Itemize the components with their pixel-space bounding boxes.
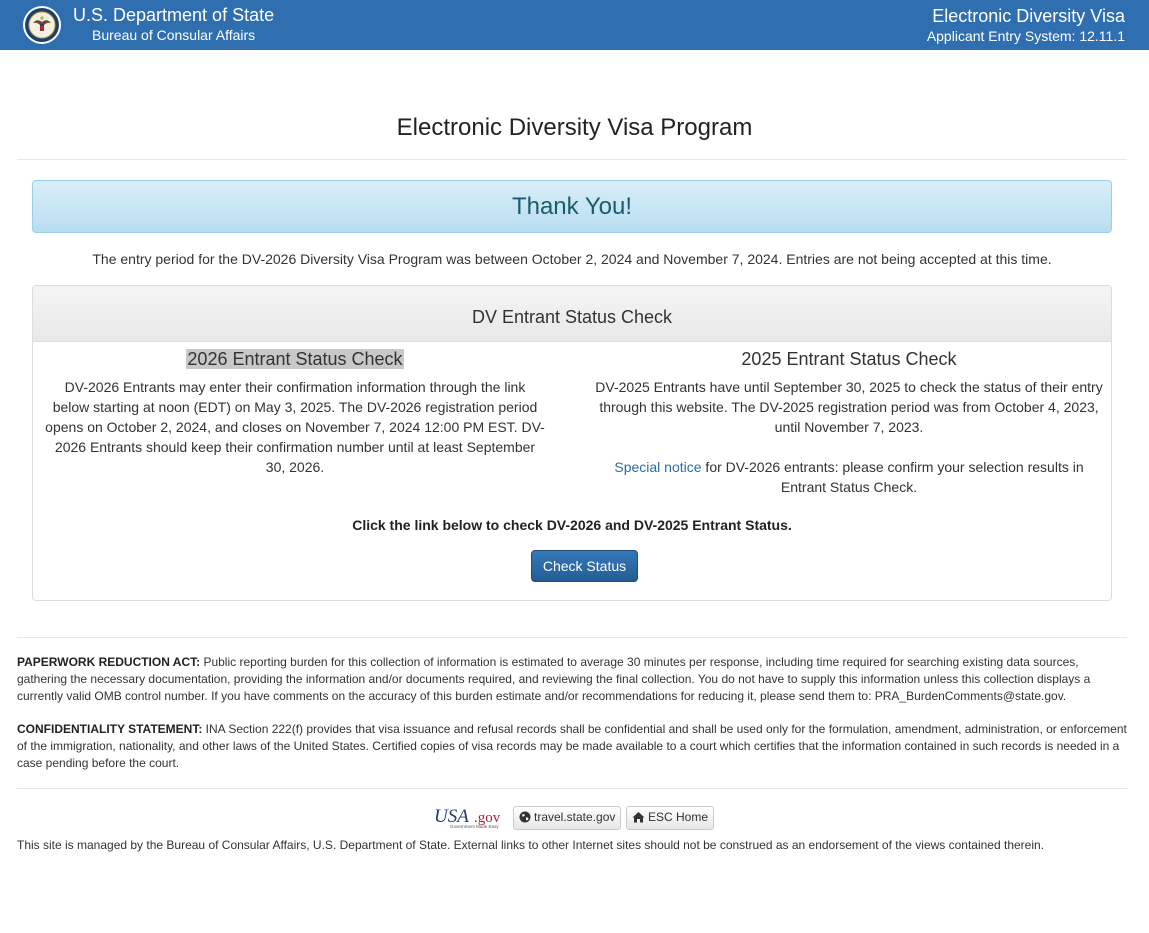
svg-text:.gov: .gov	[474, 810, 501, 826]
footer-links	[0, 805, 1149, 829]
status-check-panel	[32, 285, 1112, 601]
dv2025-column	[587, 348, 1111, 497]
bureau-subtitle: Bureau of Consular Affairs	[92, 27, 256, 43]
special-notice-text: for DV-2026 entrants: please confirm your selection results in Entrant Status Check.	[701, 459, 1084, 495]
entry-period-notice: The entry period for the DV-2026 Diversity Visa Program was between October 2, 2024 and November 7, 2024. Entries are not being accepted at this time.	[92, 251, 1052, 267]
dv2025-heading: 2025 Entrant Status Check	[741, 349, 957, 369]
panel-heading: DV Entrant Status Check	[33, 286, 1111, 342]
check-status-button[interactable]: Check Status	[531, 550, 638, 582]
paperwork-reduction-act	[17, 654, 1127, 705]
header-bar	[0, 0, 1149, 50]
confidentiality-title: CONFIDENTIALITY STATEMENT:	[17, 722, 203, 736]
svg-text:USA: USA	[434, 806, 469, 827]
title-divider	[17, 159, 1127, 160]
state-department-seal-icon	[22, 5, 62, 45]
legal-divider	[17, 637, 1127, 638]
usagov-logo-icon[interactable]	[432, 805, 508, 829]
esc-home-label: ESC Home	[648, 810, 709, 824]
svg-text:Government Made Easy: Government Made Easy	[450, 824, 499, 829]
app-title: Electronic Diversity Visa	[932, 6, 1125, 26]
travel-state-gov-label: travel.state.gov	[534, 810, 616, 824]
department-title: U.S. Department of State	[73, 5, 275, 25]
check-status-instruction: Click the link below to check DV-2026 and DV-2025 Entrant Status.	[352, 517, 792, 533]
paperwork-title: PAPERWORK REDUCTION ACT:	[17, 655, 201, 669]
globe-icon	[519, 811, 531, 823]
dv2025-description: DV-2025 Entrants have until September 30, 2025 to check the status of their entry through this website. The DV-2025 registration period was from October 4, 2023, until November 7, 2023.	[595, 379, 1103, 435]
esc-home-link[interactable]	[626, 806, 714, 830]
site-managed-notice: This site is managed by the Bureau of Consular Affairs, U.S. Department of State. External links to other Internet sites should not be construed as an endorsement of the views contained therein.	[17, 838, 1045, 852]
paperwork-text: Public reporting burden for this collection of information is estimated to average 30 minutes per response, including time required for searching existing data sources, gathering the necessary documentation, providing the information and/or documents required, and reviewing the final collection. You do not have to supply this information unless this collection displays a currently valid OMB control number. If you have comments on the accuracy of this burden estimate and/or recommendations for reducing it, please send them to: PRA_BurdenComments@state.gov.	[17, 655, 1091, 703]
dv2026-column	[33, 348, 557, 477]
home-icon	[632, 811, 645, 823]
special-notice	[587, 457, 1111, 497]
confidentiality-text: INA Section 222(f) provides that visa issuance and refusal records shall be confidential and shall be used only for the formulation, amendment, administration, or enforcement of the immigration, nationality, and other laws of the United States. Certified copies of visa records may be made available to a court which certifies that the information contained in such records is needed in a case pending before the court.	[17, 722, 1127, 770]
confidentiality-statement	[17, 721, 1127, 772]
dv2026-heading	[33, 348, 557, 370]
app-version: Applicant Entry System: 12.11.1	[926, 28, 1125, 44]
page-title: Electronic Diversity Visa Program	[396, 114, 753, 141]
thank-you-banner: Thank You!	[32, 180, 1112, 233]
travel-state-gov-link[interactable]	[513, 806, 621, 830]
dv2026-heading-text: 2026 Entrant Status Check	[187, 349, 403, 369]
dv2026-description: DV-2026 Entrants may enter their confirmation information through the link below starting at noon (EDT) on May 3, 2025. The DV-2026 registration period opens on October 2, 2024, and closes on November 7, 2024 12:00 PM EST. DV-2026 Entrants should keep their confirmation number until at least September 30, 2026.	[45, 379, 545, 475]
footer-divider	[17, 788, 1127, 789]
special-notice-link[interactable]: Special notice	[614, 459, 702, 475]
